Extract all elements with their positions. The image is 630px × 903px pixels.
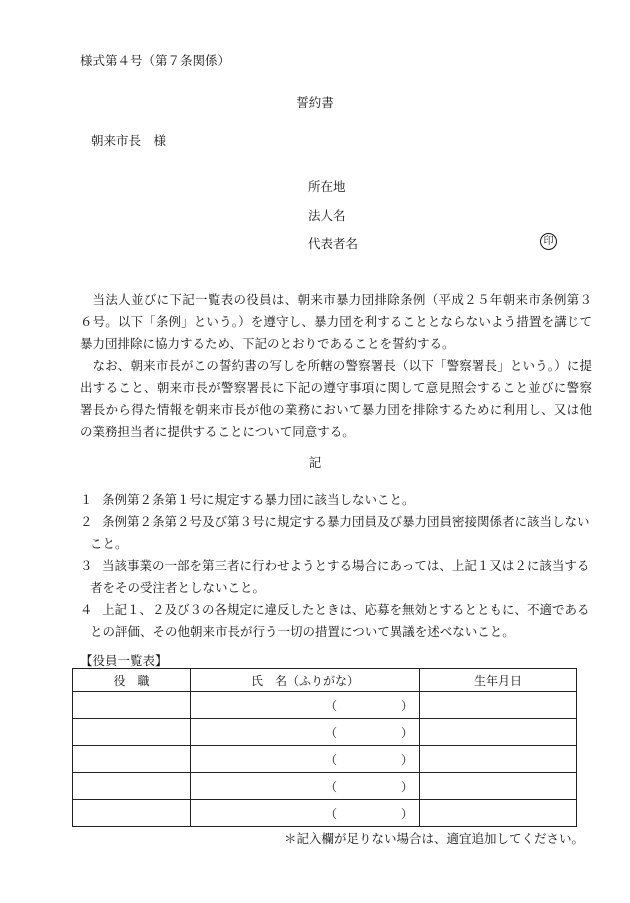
item-text: 条例第２条第１号に規定する暴力団に該当しないこと。: [102, 492, 415, 507]
table-row: [73, 773, 577, 800]
item-number: ３: [80, 558, 93, 573]
body-text: [80, 289, 592, 443]
name-cell[interactable]: （ ）: [191, 773, 420, 800]
item-number: １: [80, 492, 93, 507]
item-text: 当該事業の一部を第三者に行わせようとする場合にあっては、上記１又は２に該当する: [102, 558, 590, 573]
footnote: ＊記入欄が足りない場合は、適宜追加してください。: [283, 831, 584, 846]
item-number: ４: [80, 602, 93, 617]
birthdate-cell[interactable]: [420, 692, 577, 719]
body-paragraph: 当法人並びに下記一覧表の役員は、朝来市暴力団排除条例（平成２５年朝来市条例第３６号。以下「条例」という。）を遵守し、暴力団を利することとならないよう措置を講じて暴力団排除に協力するため、下記のとおりであることを誓約する。: [80, 292, 592, 351]
seal-mark-icon: 印: [540, 233, 557, 250]
item-text-continued: こと。: [90, 536, 128, 551]
item-text: 条例第２条第２号及び第３号に規定する暴力団員及び暴力団員密接関係者に該当しない: [102, 514, 590, 529]
item-number: ２: [80, 514, 93, 529]
item-list: [80, 489, 592, 643]
birthdate-cell[interactable]: [420, 800, 577, 827]
birthdate-cell[interactable]: [420, 746, 577, 773]
officers-table: [72, 668, 577, 827]
table-header-row: [73, 669, 577, 692]
name-cell[interactable]: （ ）: [191, 719, 420, 746]
birthdate-cell[interactable]: [420, 773, 577, 800]
ki-heading: 記: [308, 455, 322, 470]
form-number: 様式第４号（第７条関係）: [80, 53, 231, 68]
table-row: [73, 746, 577, 773]
table-row: [73, 719, 577, 746]
name-cell[interactable]: （ ）: [191, 692, 420, 719]
item-text-continued: との評価、その他朝来市長が行う一切の措置について異議を述べないこと。: [90, 624, 515, 639]
header-birthdate: 生年月日: [420, 669, 577, 692]
item-text-continued: 者をその受注者としないこと。: [90, 580, 266, 595]
item-text: 上記１、２及び３の各規定に違反したときは、応募を無効とするとともに、不適である: [102, 602, 590, 617]
position-cell[interactable]: [73, 692, 191, 719]
body-paragraph: なお、朝来市長がこの誓約書の写しを所轄の警察署長（以下「警察署長」という。）に提出すること、朝来市長が警察署長に下記の遵守事項に関して意見照会すること並びに警察署長から得た情報を朝来市長が他の業務において暴力団を排除するために利用し、又は他の業務担当者に提供することについて同意する。: [80, 358, 592, 439]
position-cell[interactable]: [73, 773, 191, 800]
position-cell[interactable]: [73, 719, 191, 746]
birthdate-cell[interactable]: [420, 719, 577, 746]
list-item: [80, 599, 592, 643]
table-caption: 【役員一覧表】: [80, 653, 168, 668]
table-row: [73, 800, 577, 827]
list-item: [80, 489, 592, 511]
list-item: [80, 511, 592, 555]
representative-label: 代表者名: [308, 236, 359, 251]
document-title: 誓約書: [296, 95, 334, 110]
corp-name-label: 法人名: [308, 208, 346, 223]
list-item: [80, 555, 592, 599]
header-name: 氏 名（ふりがな）: [191, 669, 420, 692]
address-label: 所在地: [308, 179, 346, 194]
name-cell[interactable]: （ ）: [191, 746, 420, 773]
table-row: [73, 692, 577, 719]
position-cell[interactable]: [73, 800, 191, 827]
name-cell[interactable]: （ ）: [191, 800, 420, 827]
addressee: 朝来市長 様: [91, 133, 167, 148]
header-position: 役 職: [73, 669, 191, 692]
position-cell[interactable]: [73, 746, 191, 773]
